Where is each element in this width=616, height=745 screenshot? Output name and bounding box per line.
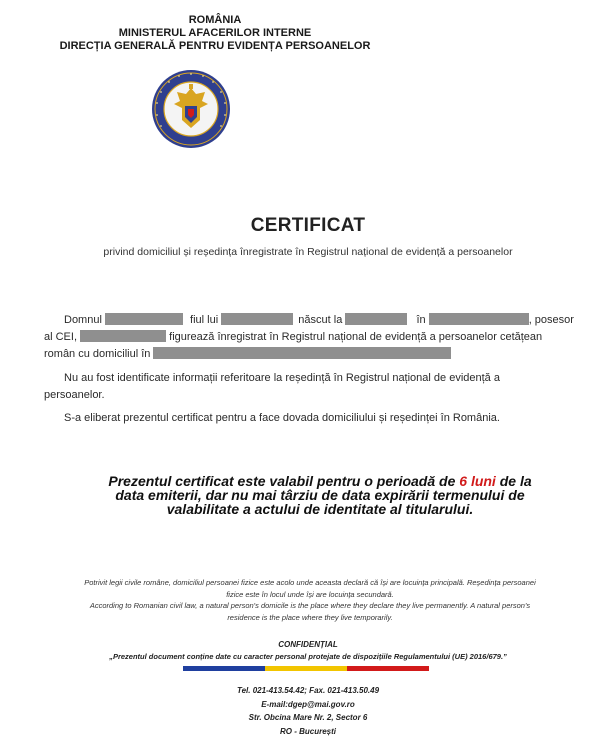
legal-en-line2: residence is the place where they live temporarily.	[227, 612, 393, 622]
para1-line1	[64, 312, 574, 329]
flag-stripe	[183, 666, 429, 671]
redacted-address	[153, 347, 451, 359]
redacted-name	[105, 313, 183, 325]
notice-period: 6 luni	[459, 473, 496, 489]
contact-address: Str. Obcina Mare Nr. 2, Sector 6	[248, 713, 368, 722]
flag-red	[347, 666, 429, 671]
institution-seal-icon	[150, 68, 232, 150]
document-subtitle: privind domiciliul și reședința înregistrate în Registrul național de evidență a persoanelor	[103, 246, 513, 258]
label-in: în	[416, 314, 426, 326]
contact-email[interactable]: E-mail:dgep@mai.gov.ro	[261, 700, 355, 709]
redacted-father	[221, 313, 293, 325]
header-directorate: DIRECȚIA GENERALĂ PENTRU EVIDENȚA PERSOANELOR	[59, 40, 371, 52]
legal-notes	[40, 577, 580, 623]
label-posesor: , posesor	[528, 314, 574, 326]
para2-line1: Nu au fost identificate informații referitoare la reședință în Registrul național de evidență a	[64, 372, 500, 384]
header-country: ROMÂNIA	[188, 14, 242, 26]
contact-phone: Tel. 021-413.54.42; Fax. 021-413.50.49	[236, 686, 380, 695]
contact-city: RO - București	[279, 727, 336, 736]
flag-blue	[183, 666, 265, 671]
legal-ro-line2: fizice este în locul unde își are locuința secundară.	[226, 589, 394, 599]
redacted-id	[80, 330, 166, 342]
legal-en-line1: According to Romanian civil law, a natural person's domicile is the place where they declare they live permanently. A natural person's	[89, 601, 531, 610]
label-figureaza: figurează înregistrat în Registrul național de evidență a persoanelor cetățean	[169, 331, 543, 343]
notice-line3: valabilitate a actului de identitate al titularului.	[166, 501, 474, 517]
flag-yellow	[265, 666, 347, 671]
label-nascut-la: născut la	[298, 314, 343, 326]
label-al-cei: al CEI,	[44, 331, 78, 343]
confidential-quote: „Prezentul document conține date cu caracter personal protejate de dispozițiile Regulamentului (UE) 2016/679.”	[109, 652, 507, 661]
label-roman: român cu domiciliul în	[44, 348, 151, 360]
document-title: CERTIFICAT	[250, 215, 366, 236]
para2-line2: persoanelor.	[44, 389, 105, 401]
confidential-label: CONFIDENȚIAL	[278, 640, 338, 649]
legal-ro-line1: Potrivit legii civile române, domiciliul persoanei fizice este acolo unde aceasta declară că își are locuința principală. Reședința persoanei	[84, 578, 536, 587]
para1-line2	[44, 329, 542, 346]
header-ministry: MINISTERUL AFACERILOR INTERNE	[118, 27, 312, 39]
redacted-birthplace	[429, 313, 529, 325]
notice-line1: Prezentul certificat este valabil pentru o perioadă de 6 luni de la	[108, 473, 532, 489]
label-fiul-lui: fiul lui	[190, 314, 219, 326]
notice-line2: data emiterii, dar nu mai târziu de data expirării termenului de	[115, 487, 525, 503]
label-domnul: Domnul	[64, 314, 102, 326]
para3: S-a eliberat prezentul certificat pentru a face dovada domiciliului și reședinței în România.	[64, 412, 500, 424]
validity-notice	[40, 474, 600, 516]
para1-line3	[44, 346, 451, 363]
redacted-birthdate	[345, 313, 407, 325]
